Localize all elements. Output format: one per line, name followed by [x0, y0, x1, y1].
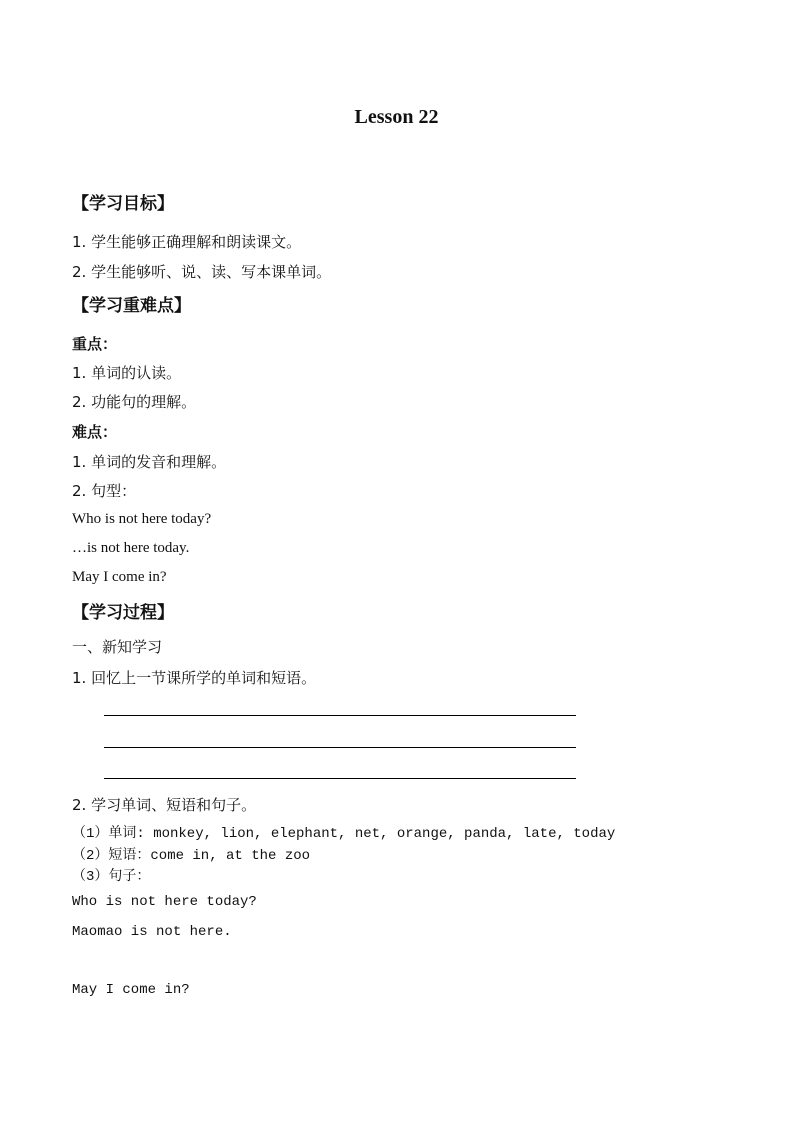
step-1: 1. 回忆上一节课所学的单词和短语。 [72, 669, 317, 687]
sentence-line: Maomao is not here. [72, 924, 232, 940]
key-item: 2. 功能句的理解。 [72, 393, 197, 411]
sentence-pattern: …is not here today. [72, 540, 190, 556]
difficult-item: 2. 句型： [72, 482, 137, 500]
answer-line [104, 778, 576, 779]
key-label: 重点： [72, 335, 118, 353]
page-title: Lesson 22 [354, 106, 439, 128]
phrases-line: （2）短语：come in, at the zoo [72, 848, 311, 864]
sentence-pattern: May I come in? [72, 569, 167, 585]
difficult-item: 1. 单词的发音和理解。 [72, 453, 227, 471]
section-title: 一、新知学习 [72, 638, 163, 656]
key-item: 1. 单词的认读。 [72, 364, 182, 382]
objectives-heading: 【学习目标】 [72, 194, 174, 214]
objective-item: 2. 学生能够听、说、读、写本课单词。 [72, 263, 332, 281]
difficult-label: 难点： [72, 423, 118, 441]
answer-line [104, 715, 576, 716]
sentences-label: （3）句子： [72, 869, 151, 885]
step-2: 2. 学习单词、短语和句子。 [72, 796, 257, 814]
process-heading: 【学习过程】 [72, 603, 174, 623]
words-line: （1）单词: monkey, lion, elephant, net, orange, panda, late, today [72, 826, 616, 842]
key-points-heading: 【学习重难点】 [72, 296, 191, 316]
answer-line [104, 747, 576, 748]
objective-item: 1. 学生能够正确理解和朗读课文。 [72, 233, 302, 251]
sentence-line: Who is not here today? [72, 894, 257, 910]
sentence-pattern: Who is not here today? [72, 511, 212, 527]
sentence-line: May I come in? [72, 982, 190, 998]
